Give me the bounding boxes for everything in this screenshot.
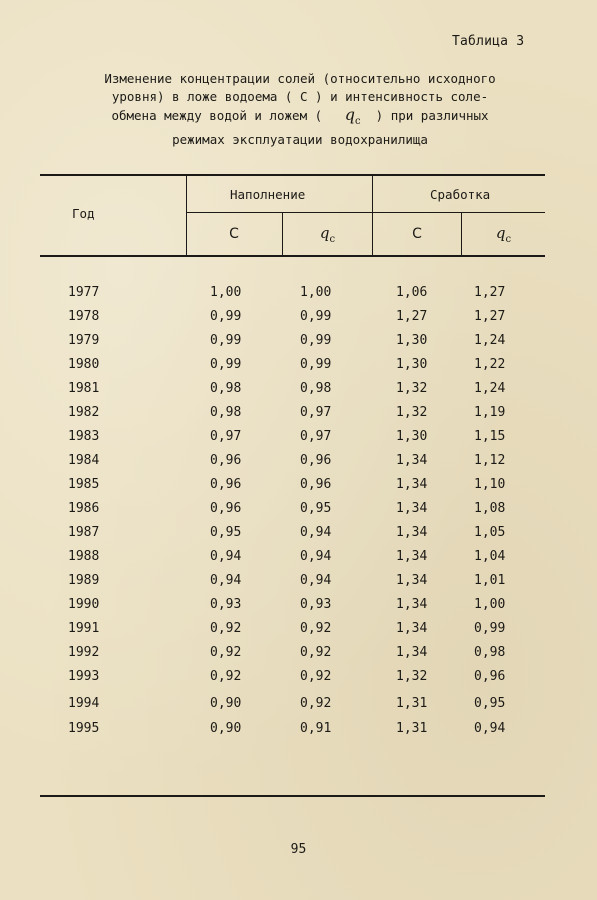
cell-year: 1980 (68, 357, 100, 372)
cell-q-fill: 0,91 (300, 721, 332, 736)
caption-line-1: Изменение концентрации солей (относительно исходного (104, 71, 496, 86)
subheader-q-drain (462, 224, 545, 245)
cell-q-fill: 0,93 (300, 597, 332, 612)
cell-q-fill: 0,99 (300, 357, 332, 372)
cell-q-drain: 1,24 (474, 333, 506, 348)
cell-c-fill: 0,96 (210, 453, 242, 468)
cell-q-fill: 0,97 (300, 429, 332, 444)
cell-c-fill: 0,90 (210, 721, 242, 736)
cell-c-drain: 1,31 (396, 721, 428, 736)
cell-year: 1992 (68, 645, 100, 660)
cell-c-fill: 0,98 (210, 405, 242, 420)
cell-q-drain: 1,27 (474, 309, 506, 324)
cell-q-drain: 1,04 (474, 549, 506, 564)
cell-q-fill: 0,92 (300, 669, 332, 684)
cell-q-drain: 1,22 (474, 357, 506, 372)
cell-year: 1981 (68, 381, 100, 396)
cell-c-fill: 0,99 (210, 357, 242, 372)
table-row (40, 669, 545, 693)
cell-c-fill: 0,94 (210, 549, 242, 564)
table-row (40, 549, 545, 573)
cell-c-drain: 1,32 (396, 405, 428, 420)
cell-year: 1986 (68, 501, 100, 516)
cell-q-fill: 0,92 (300, 645, 332, 660)
cell-q-fill: 1,00 (300, 285, 332, 300)
cell-c-fill: 0,94 (210, 573, 242, 588)
cell-year: 1993 (68, 669, 100, 684)
table-row (40, 477, 545, 501)
q-symbol-subscript: c (354, 116, 361, 128)
table-row (40, 597, 545, 621)
cell-q-drain: 0,99 (474, 621, 506, 636)
header-year: Год (72, 206, 95, 221)
table-row (40, 645, 545, 669)
cell-c-fill: 0,98 (210, 381, 242, 396)
table-row (40, 721, 545, 745)
cell-q-drain: 1,24 (474, 381, 506, 396)
cell-c-fill: 1,00 (210, 285, 242, 300)
cell-c-fill: 0,96 (210, 501, 242, 516)
cell-c-drain: 1,32 (396, 669, 428, 684)
cell-year: 1978 (68, 309, 100, 324)
cell-c-drain: 1,34 (396, 477, 428, 492)
header-group-fill: Наполнение (230, 187, 306, 202)
cell-c-drain: 1,31 (396, 696, 428, 711)
cell-c-drain: 1,30 (396, 333, 428, 348)
cell-q-drain: 1,12 (474, 453, 506, 468)
cell-c-drain: 1,30 (396, 357, 428, 372)
cell-year: 1988 (68, 549, 100, 564)
subheader-q-fill (283, 224, 372, 245)
header-bottom-rule (40, 255, 545, 257)
cell-c-drain: 1,34 (396, 597, 428, 612)
table-row (40, 453, 545, 477)
table-label: Таблица 3 (452, 34, 525, 49)
cell-year: 1994 (68, 696, 100, 711)
cell-q-drain: 0,95 (474, 696, 506, 711)
table-bottom-rule (40, 795, 545, 797)
cell-c-drain: 1,06 (396, 285, 428, 300)
cell-year: 1989 (68, 573, 100, 588)
subheader-q-fill-letter: q (319, 224, 330, 242)
cell-year: 1987 (68, 525, 100, 540)
table-row (40, 429, 545, 453)
cell-year: 1979 (68, 333, 100, 348)
cell-year: 1985 (68, 477, 100, 492)
year-column-divider (186, 174, 187, 256)
table-row (40, 309, 545, 333)
q-symbol-letter: q (344, 105, 355, 124)
group-divider-rule (186, 212, 545, 213)
caption-line-3-end: ) при различных (375, 108, 489, 123)
cell-year: 1990 (68, 597, 100, 612)
cell-q-fill: 0,92 (300, 696, 332, 711)
cell-c-drain: 1,32 (396, 381, 428, 396)
cell-c-drain: 1,34 (396, 549, 428, 564)
subheader-q-drain-letter: q (495, 224, 506, 242)
cell-q-fill: 0,94 (300, 549, 332, 564)
cell-year: 1983 (68, 429, 100, 444)
cell-q-fill: 0,97 (300, 405, 332, 420)
cell-c-fill: 0,93 (210, 597, 242, 612)
cell-q-fill: 0,95 (300, 501, 332, 516)
table-row (40, 501, 545, 525)
caption-line-3-start: обмена между водой и ложем ( (111, 108, 323, 123)
cell-c-fill: 0,99 (210, 309, 242, 324)
subheader-q-drain-subscript: c (505, 234, 512, 245)
table-row (40, 381, 545, 405)
cell-q-drain: 1,27 (474, 285, 506, 300)
cell-c-drain: 1,27 (396, 309, 428, 324)
cell-c-drain: 1,34 (396, 525, 428, 540)
cell-q-drain: 1,15 (474, 429, 506, 444)
cell-c-fill: 0,99 (210, 333, 242, 348)
cell-year: 1991 (68, 621, 100, 636)
table-row (40, 285, 545, 309)
cell-year: 1984 (68, 453, 100, 468)
cell-c-fill: 0,96 (210, 477, 242, 492)
cell-q-drain: 1,19 (474, 405, 506, 420)
cell-q-drain: 0,94 (474, 721, 506, 736)
subheader-c-drain: С (412, 226, 422, 242)
cell-q-drain: 1,01 (474, 573, 506, 588)
cell-q-drain: 1,10 (474, 477, 506, 492)
header-group-drain: Сработка (430, 187, 491, 202)
cell-q-drain: 0,98 (474, 645, 506, 660)
cell-c-fill: 0,92 (210, 669, 242, 684)
page-number: 95 (290, 842, 307, 857)
cell-year: 1995 (68, 721, 100, 736)
table-row (40, 573, 545, 597)
table-top-rule (40, 174, 545, 176)
cell-year: 1982 (68, 405, 100, 420)
table-row (40, 357, 545, 381)
cell-q-drain: 1,05 (474, 525, 506, 540)
cell-c-drain: 1,34 (396, 573, 428, 588)
table-row (40, 525, 545, 549)
cell-c-fill: 0,90 (210, 696, 242, 711)
table-row (40, 333, 545, 357)
subheader-c-fill: С (229, 226, 239, 242)
caption-line-4: режимах эксплуатации водохранилища (172, 132, 428, 148)
cell-year: 1977 (68, 285, 100, 300)
cell-c-fill: 0,92 (210, 621, 242, 636)
cell-c-fill: 0,95 (210, 525, 242, 540)
cell-q-fill: 0,99 (300, 309, 332, 324)
cell-c-drain: 1,34 (396, 501, 428, 516)
cell-q-fill: 0,99 (300, 333, 332, 348)
cell-c-drain: 1,34 (396, 621, 428, 636)
group-column-divider (372, 174, 373, 256)
caption-line-2: уровня) в ложе водоема ( С ) и интенсивность соле- (111, 89, 489, 104)
cell-c-fill: 0,92 (210, 645, 242, 660)
caption-line-3 (60, 106, 540, 131)
cell-c-drain: 1,34 (396, 453, 428, 468)
cell-q-fill: 0,94 (300, 573, 332, 588)
table-row (40, 405, 545, 429)
table-caption (60, 70, 540, 149)
cell-q-fill: 0,94 (300, 525, 332, 540)
cell-q-fill: 0,92 (300, 621, 332, 636)
cell-q-drain: 0,96 (474, 669, 506, 684)
subheader-q-fill-subscript: c (329, 234, 336, 245)
cell-c-drain: 1,30 (396, 429, 428, 444)
cell-c-fill: 0,97 (210, 429, 242, 444)
cell-q-drain: 1,08 (474, 501, 506, 516)
cell-q-drain: 1,00 (474, 597, 506, 612)
cell-c-drain: 1,34 (396, 645, 428, 660)
q-symbol (344, 105, 361, 128)
cell-q-fill: 0,98 (300, 381, 332, 396)
cell-q-fill: 0,96 (300, 477, 332, 492)
table-row (40, 621, 545, 645)
table-row (40, 696, 545, 720)
cell-q-fill: 0,96 (300, 453, 332, 468)
